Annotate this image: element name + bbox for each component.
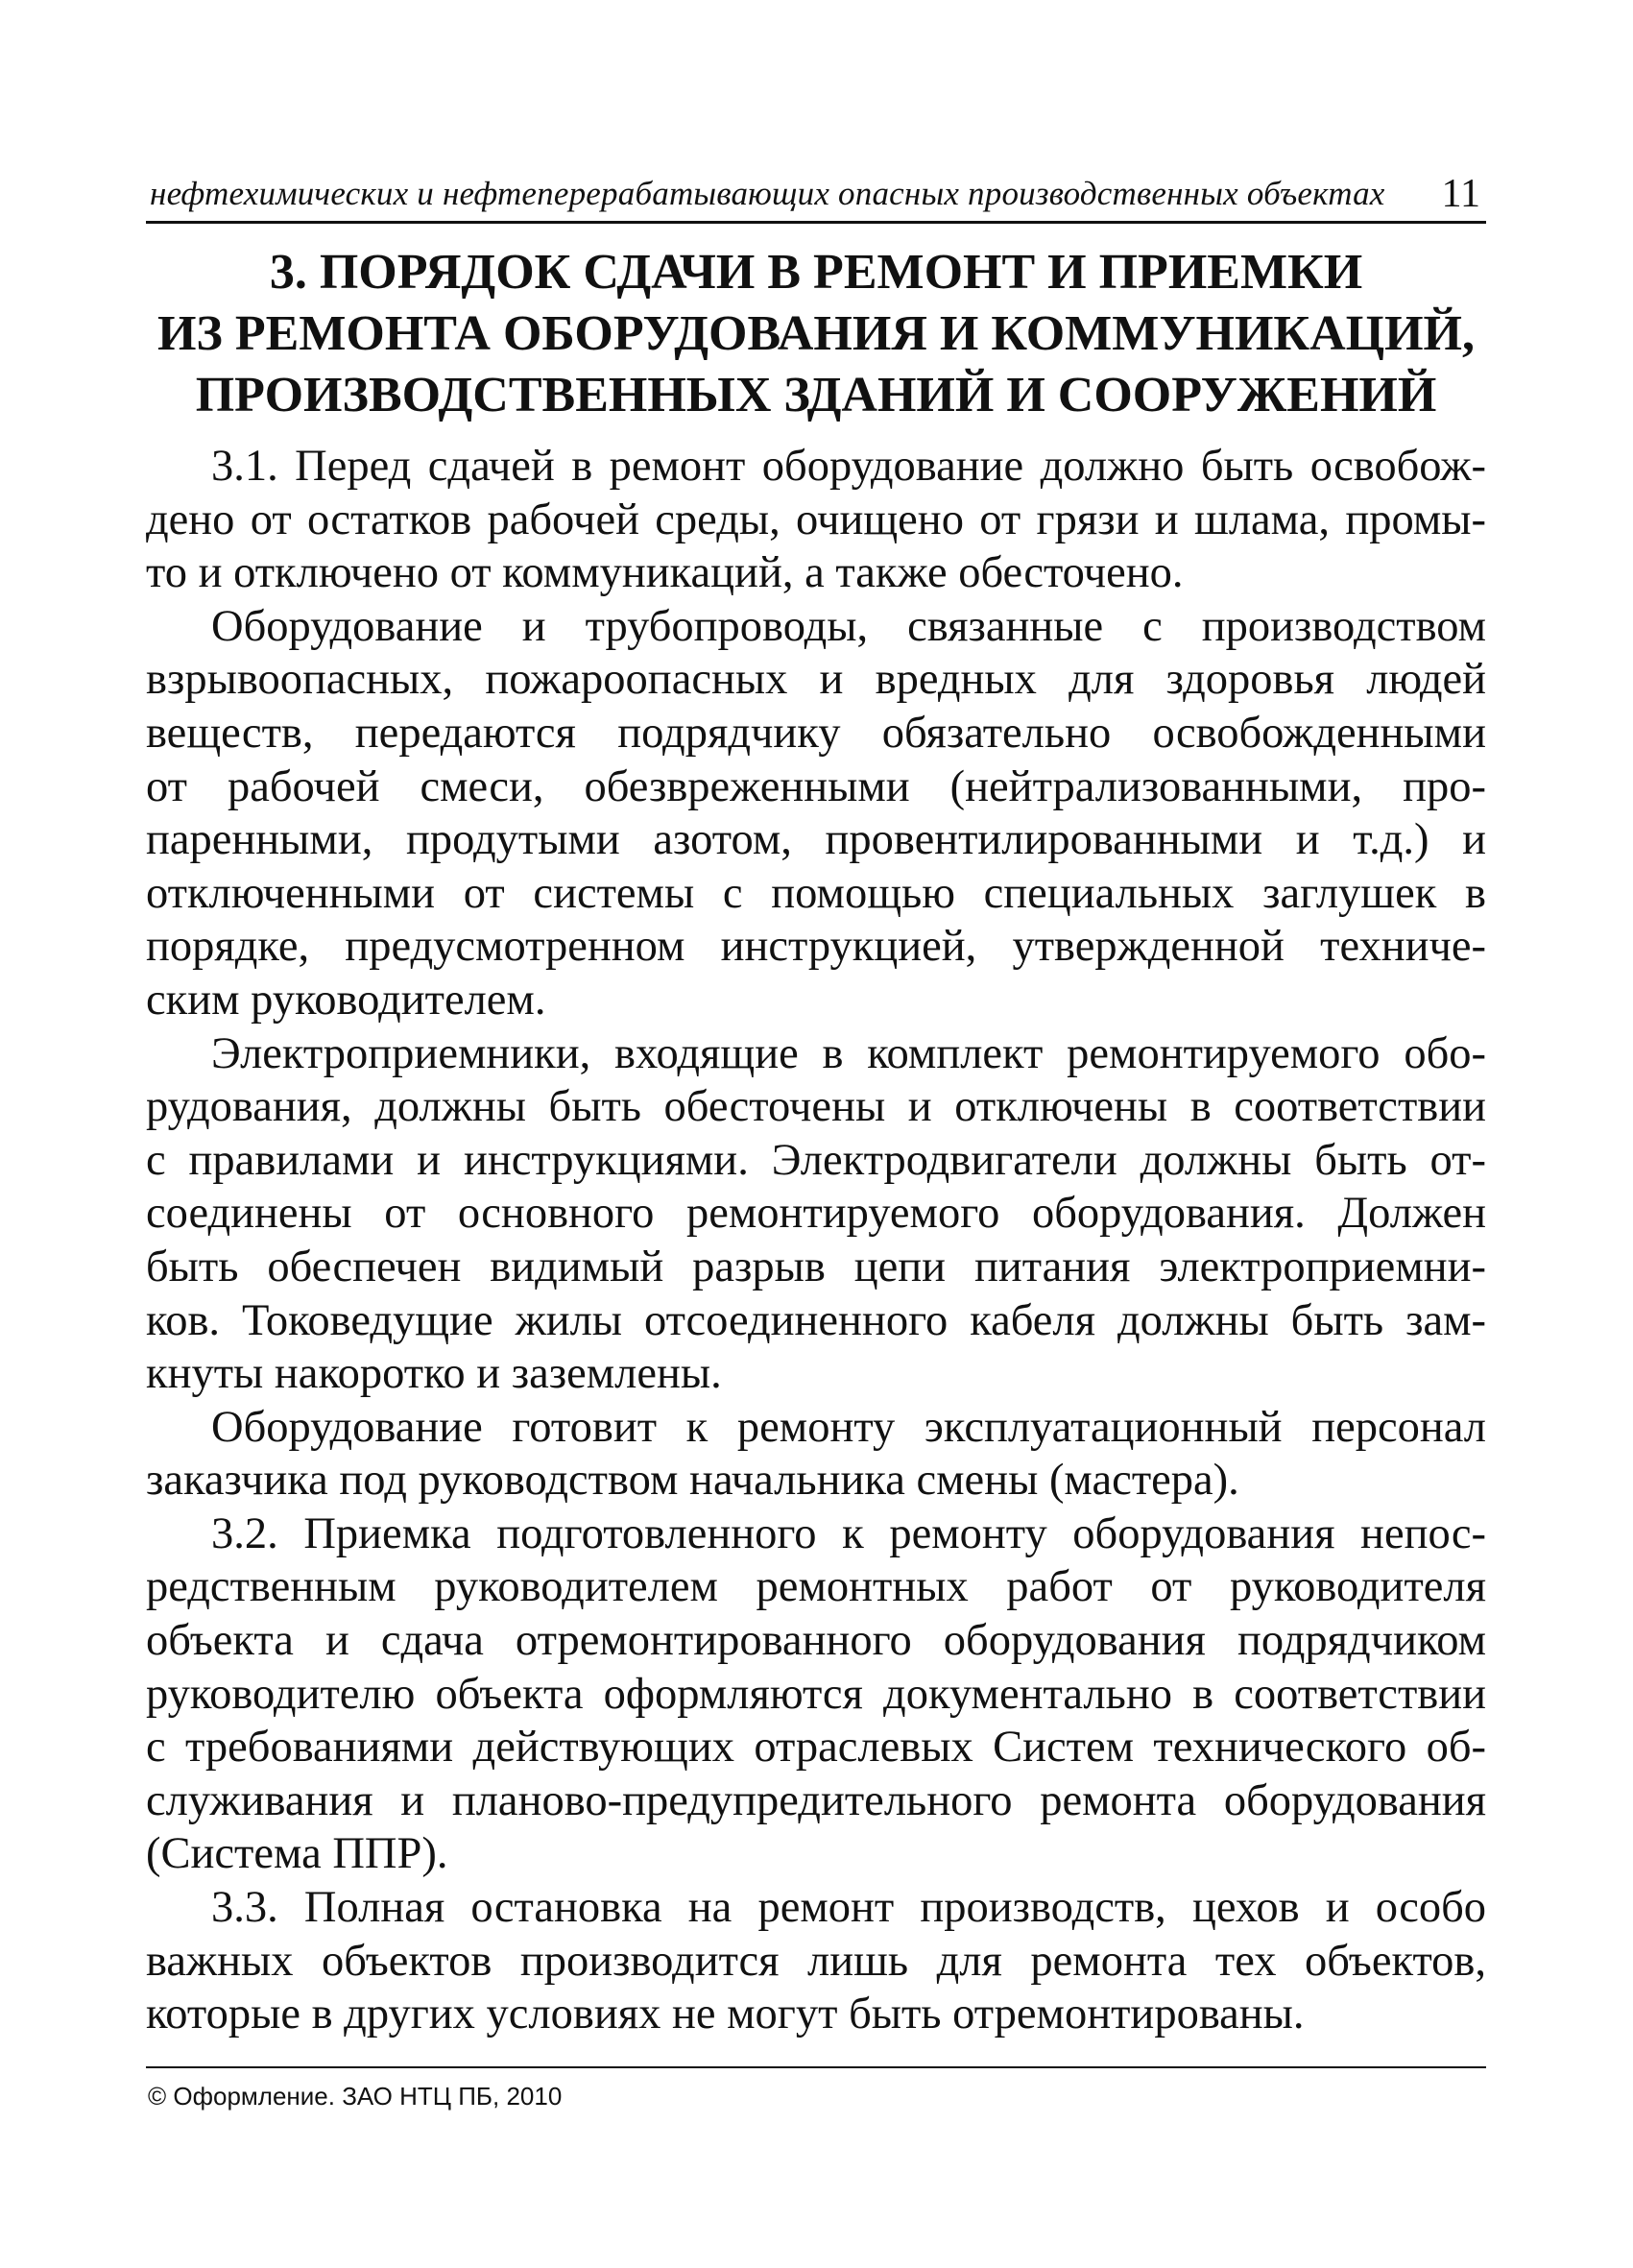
text-line: заказчика под руководством начальника смены (мастера). bbox=[146, 1456, 1239, 1506]
section-title-line: ИЗ РЕМОНТА ОБОРУДОВАНИЯ И КОММУНИКАЦИЙ, bbox=[156, 306, 1475, 361]
text-line: с требованиями действующих отраслевых Систем технического об- bbox=[146, 1723, 1486, 1773]
text-line: паренными, продутыми азотом, провентилированными и т.д.) и bbox=[146, 815, 1486, 865]
text-line: 3.3. Полная остановка на ремонт производств, цехов и особо bbox=[211, 1883, 1486, 1933]
text-line: от рабочей смеси, обезвреженными (нейтрализованными, про- bbox=[146, 761, 1486, 811]
paragraph-electrical-receivers bbox=[146, 1027, 1486, 1401]
text-line: кнуты накоротко и заземлены. bbox=[146, 1349, 722, 1399]
text-line: дено от остатков рабочей среды, очищено от грязи и шлама, промы- bbox=[146, 495, 1486, 544]
text-line: то и отключено от коммуникаций, а также обесточено. bbox=[146, 548, 1184, 598]
text-line: руководителю объекта оформляются документально в соответствии bbox=[146, 1669, 1486, 1719]
section-title-line: 3. ПОРЯДОК СДАЧИ В РЕМОНТ И ПРИЕМКИ bbox=[269, 245, 1363, 300]
section-title-line: ПРОИЗВОДСТВЕННЫХ ЗДАНИЙ И СООРУЖЕНИЙ bbox=[195, 368, 1437, 422]
text-line: быть обеспечен видимый разрыв цепи питания электроприемни- bbox=[146, 1242, 1486, 1291]
text-line: (Система ППР). bbox=[146, 1829, 448, 1879]
text-line: которые в других условиях не могут быть отремонтированы. bbox=[146, 1990, 1305, 2039]
paragraph-3-1 bbox=[146, 440, 1486, 600]
text-line: 3.2. Приемка подготовленного к ремонту оборудования непос- bbox=[211, 1508, 1486, 1558]
paragraph-3-2 bbox=[146, 1508, 1486, 1881]
page-number: 11 bbox=[1441, 172, 1480, 216]
footer-divider bbox=[146, 2066, 1486, 2068]
text-line: важных объектов производится лишь для ремонта тех объектов, bbox=[146, 1936, 1486, 1986]
paragraph-3-3 bbox=[146, 1881, 1486, 2041]
running-title: нефтехимических и нефтеперерабатывающих опасных производственных объектах bbox=[150, 175, 1385, 212]
body-text bbox=[146, 440, 1486, 2041]
text-line: веществ, передаются подрядчику обязательно освобожденными bbox=[146, 708, 1486, 758]
text-line: отключенными от системы с помощью специальных заглушек в bbox=[146, 868, 1486, 918]
text-line: ским руководителем. bbox=[146, 975, 546, 1025]
running-header bbox=[146, 171, 1486, 224]
text-line: порядке, предусмотренном инструкцией, утвержденной техниче- bbox=[146, 922, 1486, 972]
paragraph-equipment-pipelines bbox=[146, 600, 1486, 1027]
paragraph-preparation bbox=[146, 1401, 1486, 1508]
text-line: редственным руководителем ремонтных работ от руководителя bbox=[146, 1562, 1486, 1612]
text-line: рудования, должны быть обесточены и отключены в соответствии bbox=[146, 1082, 1486, 1132]
text-line: с правилами и инструкциями. Электродвигатели должны быть от- bbox=[146, 1135, 1486, 1185]
text-line: Электроприемники, входящие в комплект ремонтируемого обо- bbox=[211, 1028, 1486, 1078]
text-line: ков. Токоведущие жилы отсоединенного кабеля должны быть зам- bbox=[146, 1295, 1486, 1345]
text-line: объекта и сдача отремонтированного оборудования подрядчиком bbox=[146, 1616, 1486, 1666]
text-line: 3.1. Перед сдачей в ремонт оборудование должно быть освобож- bbox=[211, 442, 1486, 491]
text-line: соединены от основного ремонтируемого оборудования. Должен bbox=[146, 1189, 1486, 1239]
text-line: Оборудование готовит к ремонту эксплуатационный персонал bbox=[211, 1402, 1486, 1452]
text-line: взрывоопасных, пожароопасных и вредных для здоровья людей bbox=[146, 655, 1486, 705]
copyright-footer: © Оформление. ЗАО НТЦ ПБ, 2010 bbox=[148, 2082, 563, 2111]
text-line: Оборудование и трубопроводы, связанные с производством bbox=[211, 601, 1486, 651]
text-line: служивания и планово-предупредительного ремонта оборудования bbox=[146, 1775, 1486, 1825]
section-title bbox=[146, 242, 1486, 426]
